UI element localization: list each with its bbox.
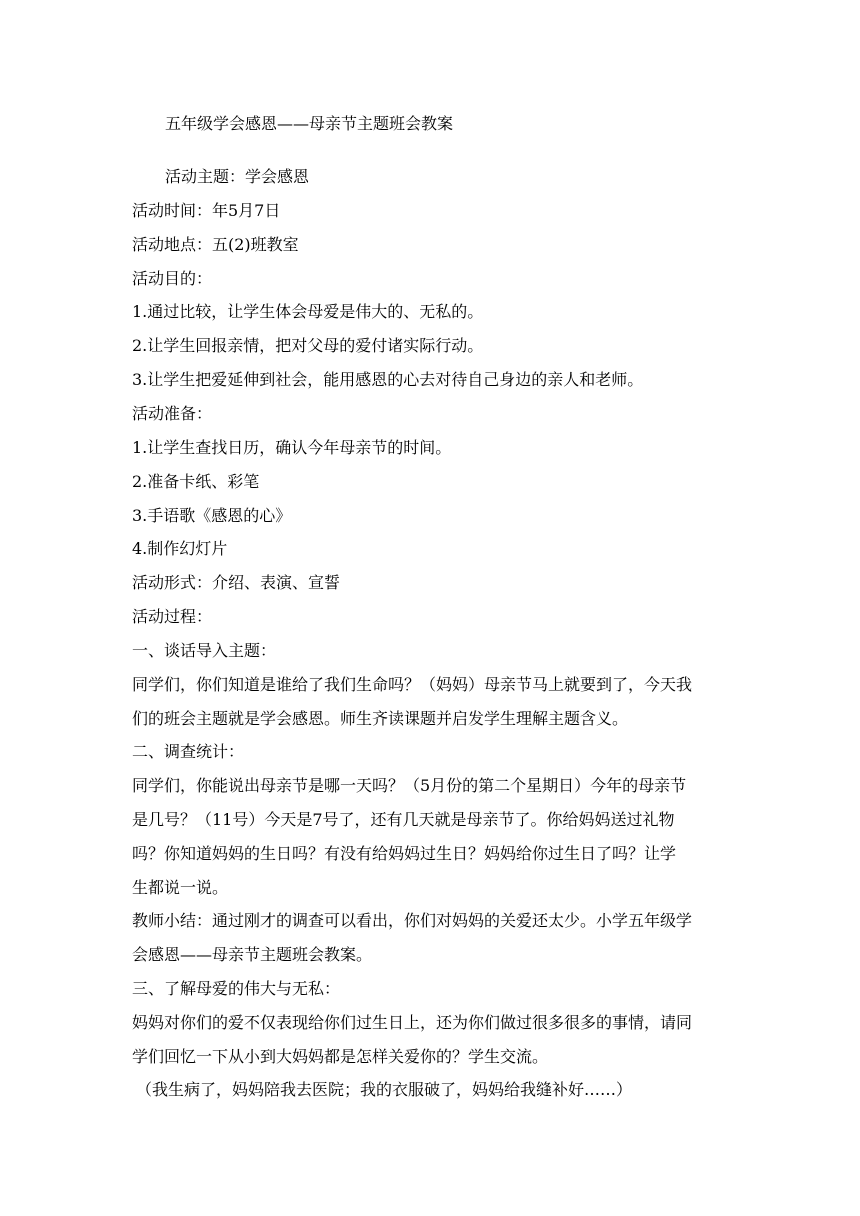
activity-theme: 活动主题：学会感恩: [165, 167, 310, 186]
prep-item: 4.制作幻灯片: [132, 539, 228, 558]
prep-item: 2.准备卡纸、彩笔: [132, 472, 260, 491]
purpose-item: 2.让学生回报亲情，把对父母的爱付诸实际行动。: [132, 336, 484, 355]
paragraph-line: 学们回忆一下从小到大妈妈都是怎样关爱你的？学生交流。: [132, 1047, 549, 1066]
paragraph-line: 们的班会主题就是学会感恩。师生齐读课题并启发学生理解主题含义。: [132, 709, 629, 728]
activity-location: 活动地点：五(2)班教室: [132, 235, 299, 254]
student-example: （我生病了，妈妈陪我去医院；我的衣服破了，妈妈给我缝补好……）: [136, 1080, 633, 1099]
purpose-item: 3.让学生把爱延伸到社会，能用感恩的心去对待自己身边的亲人和老师。: [132, 370, 644, 389]
section1-paragraph: [132, 668, 732, 736]
purpose-item: 1.通过比较，让学生体会母爱是伟大的、无私的。: [132, 302, 484, 321]
paragraph-line: 教师小结：通过刚才的调查可以看出，你们对妈妈的关爱还太少。小学五年级学: [132, 911, 693, 930]
paragraph-line: 生都说一说。: [132, 878, 229, 897]
activity-form: 活动形式：介绍、表演、宣誓: [132, 573, 341, 592]
section-heading: 三、了解母爱的伟大与无私：: [132, 979, 341, 998]
activity-time: 活动时间：年5月7日: [132, 201, 281, 220]
prep-heading: 活动准备：: [132, 404, 213, 423]
prep-item: 1.让学生查找日历，确认今年母亲节的时间。: [132, 438, 452, 457]
document-title: 五年级学会感恩——母亲节主题班会教案: [165, 114, 454, 133]
section3-paragraph: [132, 1006, 732, 1074]
teacher-summary: [132, 904, 732, 972]
paragraph-line: 吗？你知道妈妈的生日吗？有没有给妈妈过生日？妈妈给你过生日了吗？让学: [132, 844, 677, 863]
section-heading: 一、谈话导入主题：: [132, 641, 277, 660]
purpose-heading: 活动目的：: [132, 269, 213, 288]
paragraph-line: 妈妈对你们的爱不仅表现给你们过生日上，还为你们做过很多很多的事情，请同: [132, 1013, 693, 1032]
paragraph-line: 同学们，你能说出母亲节是哪一天吗？（5月份的第二个星期日）今年的母亲节: [132, 776, 687, 795]
section-heading: 二、调查统计：: [132, 742, 245, 761]
paragraph-line: 是几号？（11号）今天是7号了，还有几天就是母亲节了。你给妈妈送过礼物: [132, 810, 675, 829]
prep-item: 3.手语歌《感恩的心》: [132, 506, 292, 525]
paragraph-line: 同学们，你们知道是谁给了我们生命吗？（妈妈）母亲节马上就要到了，今天我: [132, 675, 693, 694]
paragraph-line: 会感恩——母亲节主题班会教案。: [132, 945, 373, 964]
process-heading: 活动过程：: [132, 607, 213, 626]
section2-paragraph: [132, 769, 732, 905]
